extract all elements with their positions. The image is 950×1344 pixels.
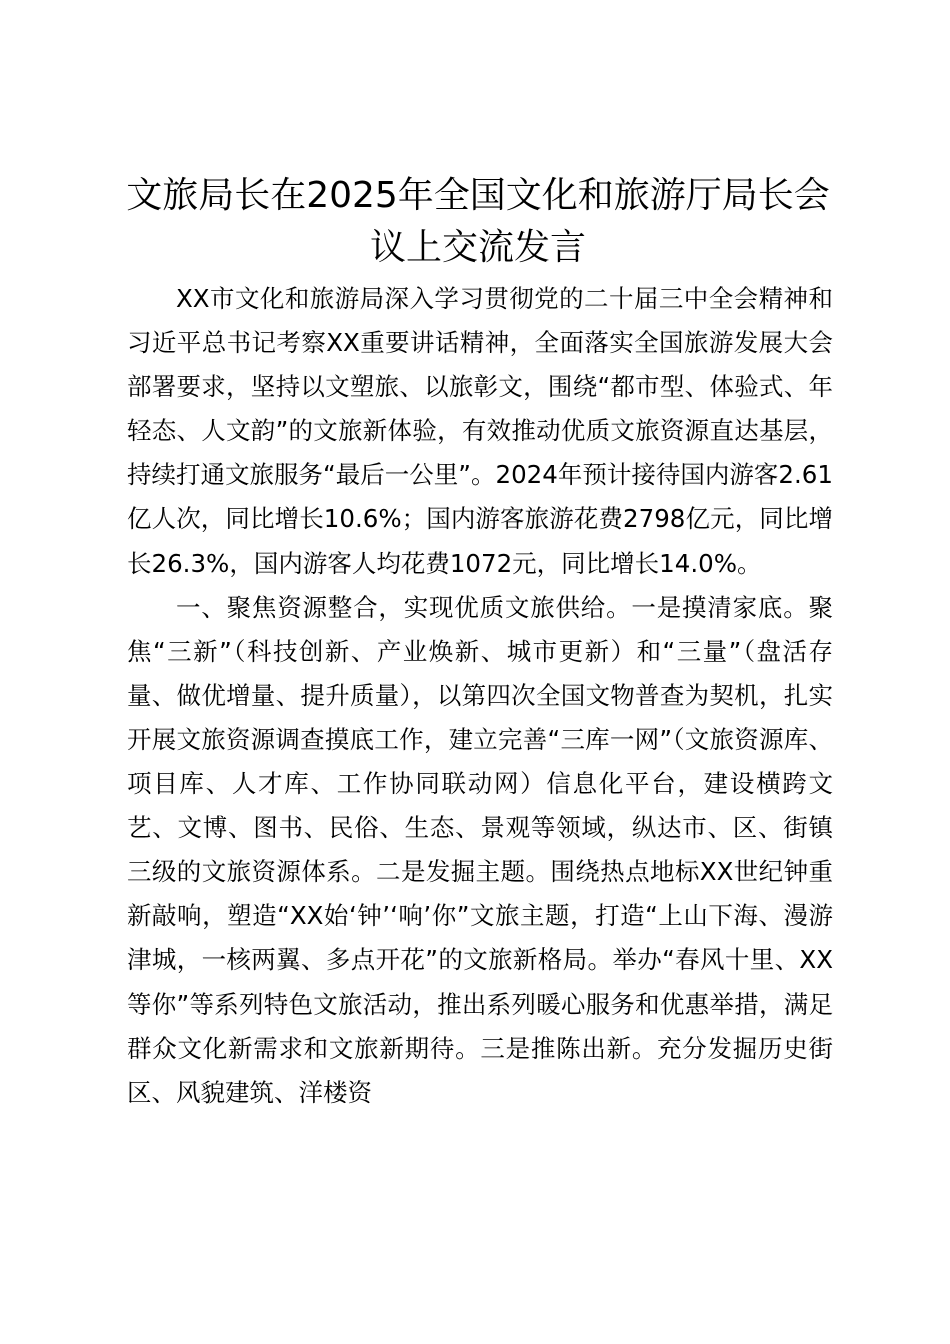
- paragraph-section-one: 一、聚焦资源整合，实现优质文旅供给。一是摸清家底。聚焦“三新”（科技创新、产业焕新、城市更新）和“三量”（盘活存量、做优增量、提升质量），以第四次全国文物普查为契机，扎实开展文旅资源调查摸底工作，建立完善“三库一网”（文旅资源库、项目库、人才库、工作协同联动网）信息化平台，建设横跨文艺、文博、图书、民俗、生态、景观等领域，纵达市、区、街镇三级的文旅资源体系。二是发掘主题。围绕热点地标XX世纪钟重新敲响，塑造“XX始‘钟’‘响’你”文旅主题，打造“上山下海、漫游津城，一核两翼、多点开花”的文旅新格局。举办“春风十里、XX等你”等系列特色文旅活动，推出系列暖心服务和优惠举措，满足群众文化新需求和文旅新期待。三是推陈出新。充分发掘历史街区、风貌建筑、洋楼资: [127, 592, 833, 1107]
- document-title: 文旅局长在2025年全国文化和旅游厅局长会议上交流发言: [126, 175, 830, 268]
- document-body: [127, 277, 833, 1115]
- paragraph-intro: XX市文化和旅游局深入学习贯彻党的二十届三中全会精神和习近平总书记考察XX重要讲话精神，全面落实全国旅游发展大会部署要求，坚持以文塑旅、以旅彰文，围绕“都市型、体验式、年轻态、人文韵”的文旅新体验，有效推动优质文旅资源直达基层，持续打通文旅服务“最后一公里”。2024年预计接待国内游客2.61亿人次，同比增长10.6%；国内游客旅游花费2798亿元，同比增长26.3%，国内游客人均花费1072元，同比增长14.0%。: [127, 284, 833, 578]
